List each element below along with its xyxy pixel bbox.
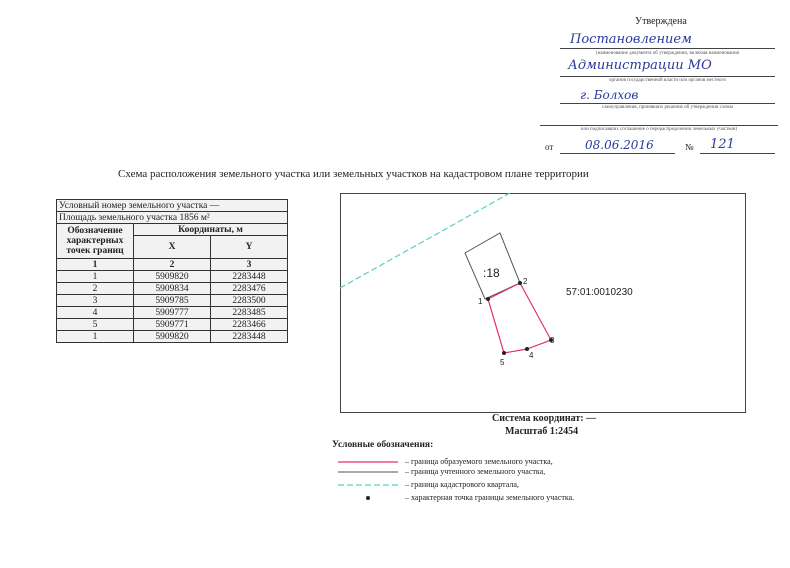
y-cell: 2283448 xyxy=(211,271,288,283)
parcel-number: Условный номер земельного участка — xyxy=(57,200,288,212)
x-column-header: X xyxy=(134,236,211,259)
point-label-1: 1 xyxy=(478,297,483,306)
y-cell: 2283476 xyxy=(211,283,288,295)
table-row xyxy=(57,307,288,319)
approval-number-underline xyxy=(700,153,775,154)
point-cell: 4 xyxy=(57,307,134,319)
table-row xyxy=(57,331,288,343)
point-label-4: 4 xyxy=(529,351,534,360)
point-cell: 1 xyxy=(57,271,134,283)
approval-handwritten-3: г. Болхов xyxy=(580,88,639,102)
y-column-header: Y xyxy=(211,236,288,259)
legend-point-symbol xyxy=(366,496,370,500)
column-number-3: 3 xyxy=(211,259,288,271)
legend-item-existing-boundary: – граница учтенного земельного участка, xyxy=(405,467,546,476)
approval-date-prefix: от xyxy=(545,142,554,152)
approval-caption-3: самоуправления, принявших решение об утверждении схемы xyxy=(602,105,733,110)
approval-date-underline xyxy=(560,153,675,154)
point-cell: 5 xyxy=(57,319,134,331)
legend-item-quarter-boundary: – граница кадастрового квартала, xyxy=(405,480,519,489)
y-cell: 2283466 xyxy=(211,319,288,331)
scheme-title: Схема расположения земельного участка или земельных участков на кадастровом плане территории xyxy=(118,168,589,180)
column-numbers-row xyxy=(57,259,288,271)
table-row xyxy=(57,283,288,295)
approval-title: Утверждена xyxy=(635,16,687,27)
point-cell: 3 xyxy=(57,295,134,307)
y-cell: 2283448 xyxy=(211,331,288,343)
approval-handwritten-2: Администрации МО xyxy=(568,58,712,73)
x-cell: 5909834 xyxy=(134,283,211,295)
x-cell: 5909785 xyxy=(134,295,211,307)
approval-date: 08.06.2016 xyxy=(585,138,654,152)
point-cell: 1 xyxy=(57,331,134,343)
approval-underline-4 xyxy=(540,125,778,126)
coords-column-header: Координаты, м xyxy=(134,224,288,236)
approval-underline-2 xyxy=(560,76,775,77)
approval-number-prefix: № xyxy=(685,142,694,152)
table-row xyxy=(57,319,288,331)
table-row xyxy=(57,271,288,283)
point-2 xyxy=(518,281,522,285)
x-cell: 5909820 xyxy=(134,331,211,343)
point-label-5: 5 xyxy=(500,358,505,367)
approval-underline-1 xyxy=(560,48,775,49)
approval-handwritten-1: Постановлением xyxy=(570,32,692,47)
y-cell: 2283485 xyxy=(211,307,288,319)
approval-underline-3 xyxy=(560,103,775,104)
x-cell: 5909820 xyxy=(134,271,211,283)
point-cell: 2 xyxy=(57,283,134,295)
table-row xyxy=(57,295,288,307)
point-column-header: Обозначение характерных точек границ xyxy=(57,224,134,259)
existing-parcel-label: :18 xyxy=(483,266,500,280)
point-label-2: 2 xyxy=(523,277,528,286)
y-cell: 2283500 xyxy=(211,295,288,307)
coordinate-system: Система координат: — xyxy=(492,413,597,424)
approval-caption-4: или подписавших соглашение о перераспределении земельных участков) xyxy=(580,127,738,132)
x-cell: 5909777 xyxy=(134,307,211,319)
point-label-3: 3 xyxy=(550,336,555,345)
cadastral-map xyxy=(340,193,746,413)
header-row xyxy=(57,224,288,236)
parcel-area-row xyxy=(57,212,288,224)
quarter-label: 57:01:0010230 xyxy=(566,287,633,298)
map-scale: Масштаб 1:2454 xyxy=(505,426,579,437)
legend-symbols xyxy=(330,452,410,512)
parcel-number-row xyxy=(57,200,288,212)
approval-block xyxy=(540,10,780,160)
approval-caption-1: (наименование документа об утверждении, включая наименования xyxy=(596,51,739,56)
column-number-1: 1 xyxy=(57,259,134,271)
x-cell: 5909771 xyxy=(134,319,211,331)
point-5 xyxy=(502,351,506,355)
legend-title: Условные обозначения: xyxy=(332,440,434,450)
column-number-2: 2 xyxy=(134,259,211,271)
legend-item-new-boundary: – граница образуемого земельного участка, xyxy=(405,457,553,466)
parcel-area: Площадь земельного участка 1856 м² xyxy=(57,212,288,224)
approval-number: 121 xyxy=(710,137,735,152)
approval-caption-2: органов государственной власти или органов местного xyxy=(609,78,726,83)
legend-item-point: – характерная точка границы земельного участка. xyxy=(405,493,575,502)
coordinates-table xyxy=(56,199,288,343)
point-1 xyxy=(486,297,490,301)
map-frame xyxy=(341,194,746,413)
